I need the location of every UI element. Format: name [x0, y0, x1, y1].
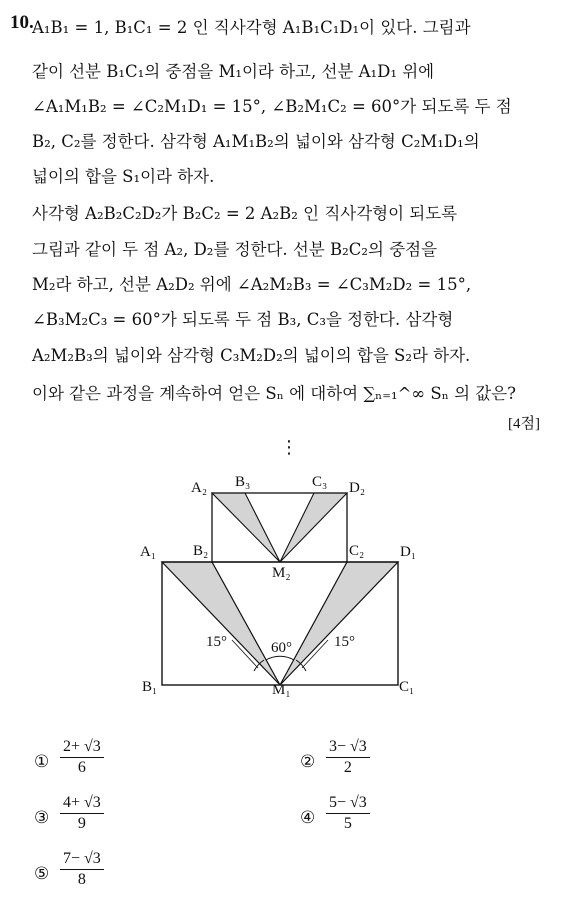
fraction-numerator: 7− √3	[60, 850, 104, 870]
choice-marker[interactable]: ④	[300, 808, 316, 828]
continuation-dots: ⋮	[280, 437, 298, 458]
problem-line: 그림과 같이 두 점 A₂, D₂를 정한다. 선분 B₂C₂의 중점을	[32, 240, 438, 259]
choice-fraction[interactable]	[326, 738, 370, 777]
label-c2: C₂	[349, 543, 365, 559]
shaded-triangle-a2m2b3	[212, 493, 280, 562]
fraction-denominator: 9	[77, 815, 86, 832]
fraction-denominator: 5	[343, 815, 352, 832]
choice-marker[interactable]: ⑤	[34, 864, 50, 884]
choice-marker[interactable]: ③	[34, 808, 50, 828]
fraction-denominator: 6	[77, 759, 86, 776]
choice-marker[interactable]: ②	[300, 752, 316, 772]
label-c3: C₃	[312, 474, 328, 490]
choice-marker[interactable]: ①	[34, 752, 50, 772]
problem-line: 사각형 A₂B₂C₂D₂가 B₂C₂ = 2 A₂B₂ 인 직사각형이 되도록	[32, 204, 458, 223]
label-d2: D₂	[349, 480, 366, 496]
label-d1: D₁	[400, 544, 417, 560]
problem-line: 같이 선분 B₁C₁의 중점을 M₁이라 하고, 선분 A₁D₁ 위에	[32, 62, 435, 81]
angle-arc-60	[266, 656, 294, 660]
label-a1: A₁	[140, 544, 157, 560]
problem-line: A₁B₁ = 1, B₁C₁ = 2 인 직사각형 A₁B₁C₁D₁이 있다. 그림과	[32, 18, 471, 37]
problem-line: B₂, C₂를 정한다. 삼각형 A₁M₁B₂의 넓이와 삼각형 C₂M₁D₁의	[32, 132, 480, 151]
shaded-triangle-c3m2d2	[280, 493, 347, 562]
problem-line: ∠B₃M₂C₃ = 60°가 되도록 두 점 B₃, C₃을 정한다. 삼각형	[32, 310, 454, 329]
problem-line: 넓이의 합을 S₁이라 하자.	[32, 167, 215, 186]
label-m1: M₁	[272, 682, 291, 698]
choice-fraction[interactable]	[60, 738, 104, 777]
shaded-triangle-c2m1d1	[280, 562, 398, 685]
choice-fraction[interactable]	[60, 794, 104, 833]
label-c1: C₁	[399, 679, 415, 695]
label-a2: A₂	[191, 480, 208, 496]
problem-line: M₂라 하고, 선분 A₂D₂ 위에 ∠A₂M₂B₃ = ∠C₃M₂D₂ = 15°,	[32, 275, 472, 294]
label-m2: M₂	[272, 565, 291, 581]
label-b1: B₁	[142, 679, 158, 695]
choice-fraction[interactable]	[60, 850, 104, 889]
fraction-numerator: 4+ √3	[60, 794, 104, 814]
fraction-denominator: 2	[343, 759, 352, 776]
question-number: 10.	[10, 12, 34, 33]
fraction-denominator: 8	[77, 871, 86, 888]
label-angle-15-left: 15°	[206, 634, 227, 650]
label-b2: B₂	[193, 543, 209, 559]
shaded-triangle-a1m1b2	[162, 562, 280, 685]
fraction-numerator: 2+ √3	[60, 738, 104, 758]
choice-fraction[interactable]	[326, 794, 370, 833]
points-label: [4점]	[508, 416, 540, 432]
problem-line: A₂M₂B₃의 넓이와 삼각형 C₃M₂D₂의 넓이의 합을 S₂라 하자.	[32, 346, 471, 365]
fraction-numerator: 5− √3	[326, 794, 370, 814]
fraction-numerator: 3− √3	[326, 738, 370, 758]
problem-line: ∠A₁M₁B₂ = ∠C₂M₁D₁ = 15°, ∠B₂M₁C₂ = 60°가 되도록 두 점	[32, 97, 512, 116]
label-angle-60: 60°	[271, 640, 292, 656]
label-angle-15-right: 15°	[334, 634, 355, 650]
label-b3: B₃	[235, 474, 251, 490]
problem-line: 이와 같은 과정을 계속하여 얻은 Sₙ 에 대하여 ∑ₙ₌₁^∞ Sₙ 의 값은?	[32, 384, 517, 403]
